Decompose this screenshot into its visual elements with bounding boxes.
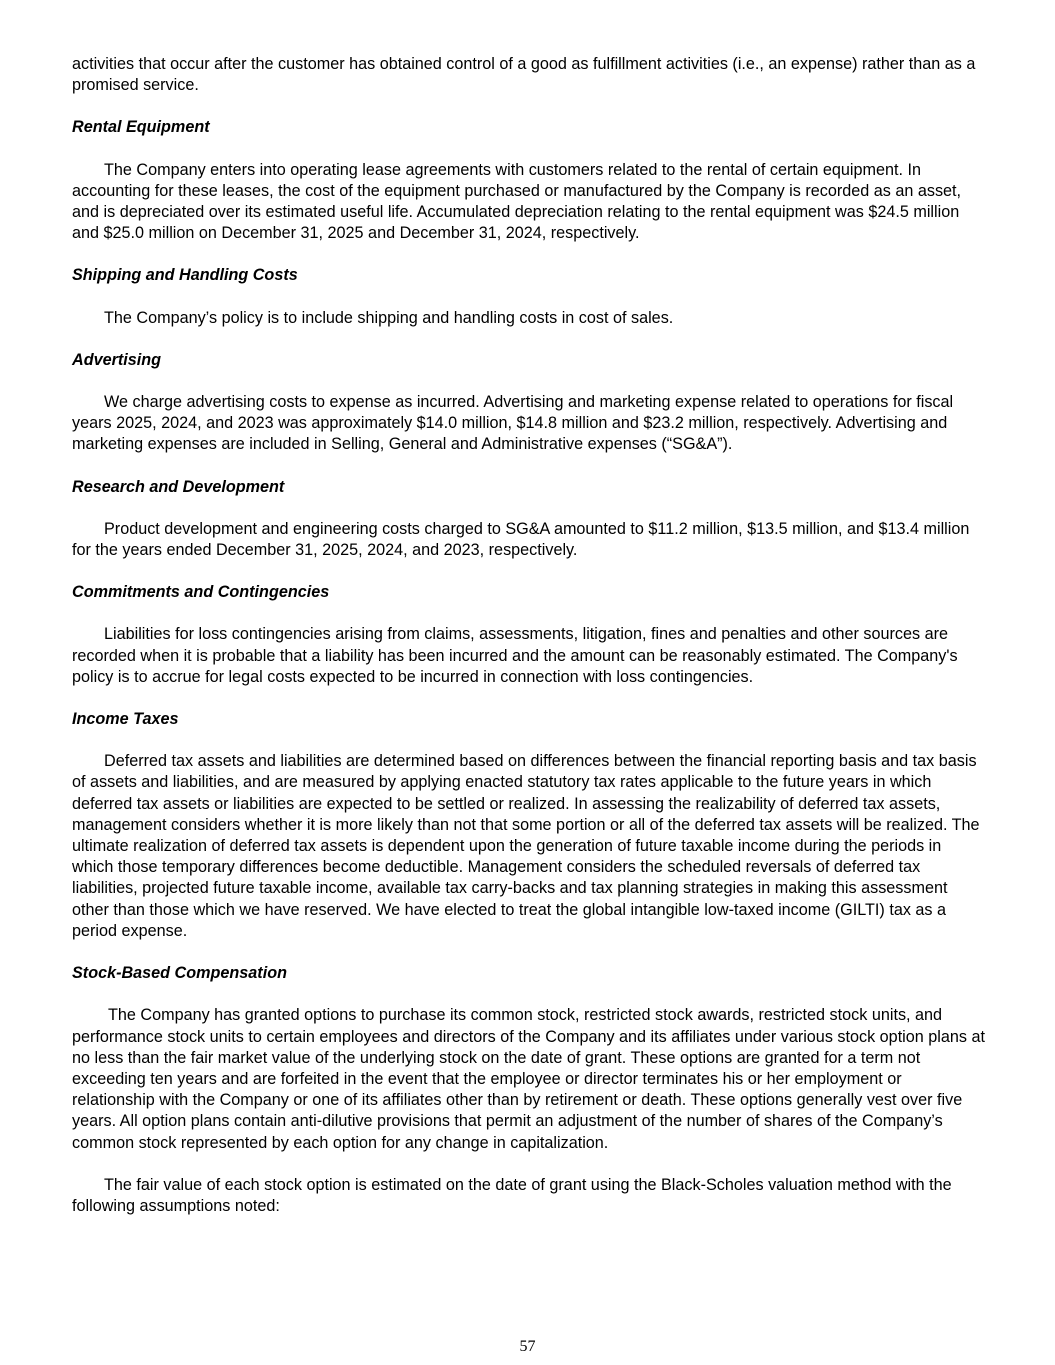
- rental-equipment-paragraph: The Company enters into operating lease agreements with customers related to the rental of certain equipment. In accounting for these leases, the cost of the equipment purchased or manufactured by the Company is recorded as an asset, and is depreciated over its estimated useful life. Accumulated depreciation relating to the rental equipment was $24.5 million and $25.0 million on December 31, 2025 and December 31, 2024, respectively.: [72, 160, 962, 243]
- shipping-heading: Shipping and Handling Costs: [72, 266, 298, 285]
- income-taxes-heading: Income Taxes: [72, 710, 179, 729]
- advertising-paragraph: We charge advertising costs to expense as incurred. Advertising and marketing expense related to operations for fiscal years 2025, 2024, and 2023 was approximately $14.0 million, $14.8 million and $23.2 million, respectively. Advertising and marketing expenses are included in Selling, General and Administrative expenses (“SG&A”).: [72, 393, 954, 454]
- stock-comp-paragraph-1: The Company has granted options to purchase its common stock, restricted stock awards, restricted stock units, and performance stock units to certain employees and directors of the Company and its affiliates under various stock option plans at no less than the fair market value of the underlying stock on the date of grant. These options are granted for a term not exceeding ten years and are forfeited in the event that the employee or director terminates his or her employment or relationship with the Company or one of its affiliates other than by retirement or death. These options generally vest over five years. All option plans contain anti-dilutive provisions that permit an adjustment of the number of shares of the Company’s common stock represented by each option for any change in capitalization.: [72, 1006, 985, 1152]
- document-page: [72, 54, 987, 1238]
- advertising-heading: Advertising: [72, 350, 162, 369]
- stock-comp-heading: Stock-Based Compensation: [72, 964, 287, 983]
- commitments-heading: Commitments and Contingencies: [72, 583, 330, 602]
- rental-equipment-heading: Rental Equipment: [72, 118, 210, 137]
- commitments-paragraph: Liabilities for loss contingencies arising from claims, assessments, litigation, fines and penalties and other sources are recorded when it is probable that a liability has been incurred and the amount can be reasonably estimated. The Company's policy is to accrue for legal costs expected to be incurred in connection with loss contingencies.: [72, 625, 958, 686]
- page-number: 57: [519, 1338, 536, 1355]
- income-taxes-paragraph: Deferred tax assets and liabilities are determined based on differences between the financial reporting basis and tax basis of assets and liabilities, and are measured by applying enacted statutory tax rates applicable to the future years in which deferred tax assets or liabilities are expected to be settled or realized. In assessing the realizability of deferred tax assets, management considers whether it is more likely than not that some portion or all of the deferred tax assets will be realized. The ultimate realization of deferred tax assets is dependent upon the generation of future taxable income during the periods in which those temporary differences become deductible. Management considers the scheduled reversals of deferred tax liabilities, projected future taxable income, available tax carry-backs and tax planning strategies in making this assessment other than those which we have reserved. We have elected to treat the global intangible low-taxed income (GILTI) tax as a period expense.: [72, 752, 980, 940]
- shipping-paragraph: The Company’s policy is to include shipping and handling costs in cost of sales.: [104, 308, 674, 327]
- research-heading: Research and Development: [72, 477, 285, 496]
- stock-comp-paragraph-2: The fair value of each stock option is estimated on the date of grant using the Black-Scholes valuation method with the following assumptions noted:: [72, 1175, 952, 1215]
- research-paragraph: Product development and engineering costs charged to SG&A amounted to $11.2 million, $13.5 million, and $13.4 million for the years ended December 31, 2025, 2024, and 2023, respectively.: [72, 519, 970, 560]
- intro-continuation-paragraph: activities that occur after the customer has obtained control of a good as fulfillment activities (i.e., an expense) rather than as a promised service.: [72, 55, 976, 95]
